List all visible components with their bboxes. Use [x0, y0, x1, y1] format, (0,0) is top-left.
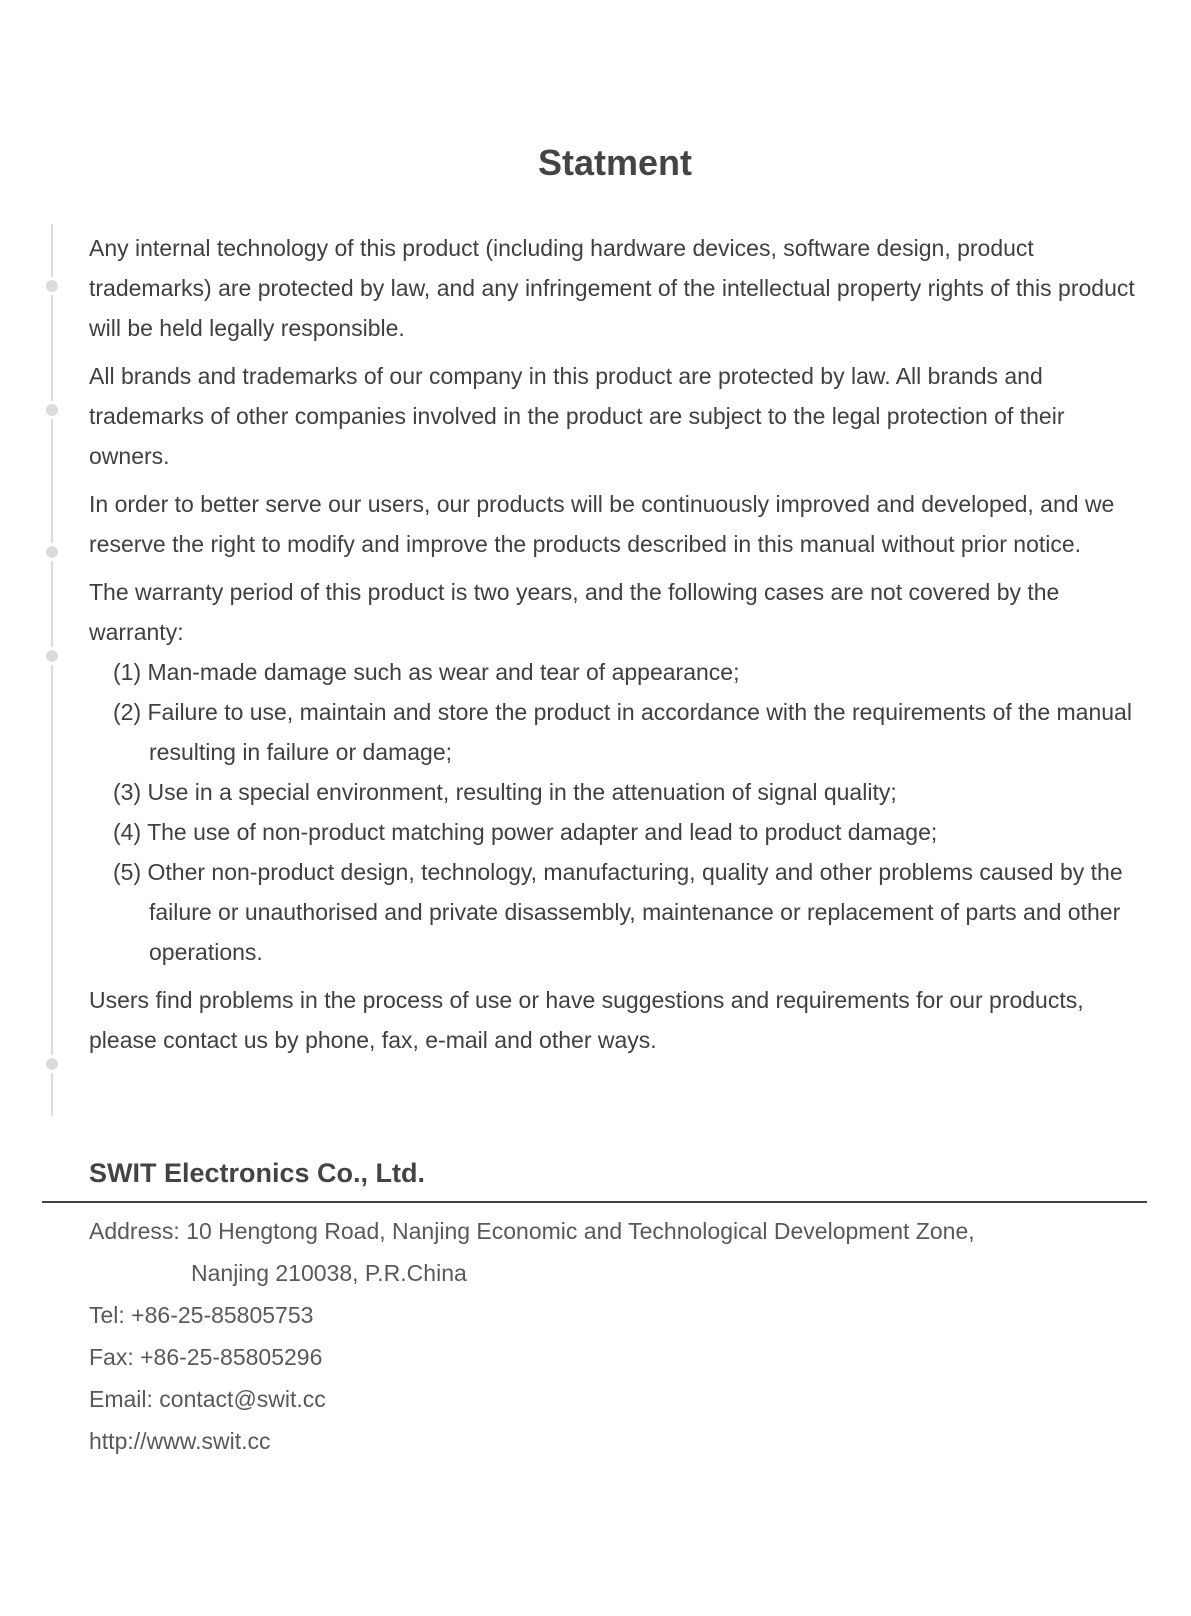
timeline-line [51, 224, 53, 1116]
section-divider [42, 1201, 1147, 1203]
tel-line: Tel: +86-25-85805753 [89, 1302, 314, 1328]
fax-line: Fax: +86-25-85805296 [89, 1344, 323, 1370]
warranty-item: (2) Failure to use, maintain and store the product in accordance with the requirements of the manual resulting in failure or damage; [113, 699, 1132, 765]
statement-paragraph: In order to better serve our users, our products will be continuously improved and developed, and we reserve the right to modify and improve the products described in this manual without prior notice. [89, 491, 1115, 557]
timeline-dot [43, 647, 61, 665]
address-line: Address: 10 Hengtong Road, Nanjing Economic and Technological Development Zone, [89, 1218, 975, 1244]
warranty-item: (4) The use of non-product matching power adapter and lead to product damage; [113, 819, 938, 845]
company-name: SWIT Electronics Co., Ltd. [89, 1158, 426, 1188]
warranty-intro: The warranty period of this product is two years, and the following cases are not covered by the warranty: [89, 579, 1060, 645]
statement-closing: Users find problems in the process of use or have suggestions and requirements for our products, please contact us by phone, fax, e-mail and other ways. [89, 987, 1084, 1053]
timeline-dot [43, 277, 61, 295]
contact-info [89, 1210, 1089, 1462]
page-title: Statment [537, 142, 693, 183]
statement-body [89, 228, 1139, 1068]
warranty-item: (3) Use in a special environment, resulting in the attenuation of signal quality; [113, 779, 897, 805]
email-line: Email: contact@swit.cc [89, 1386, 326, 1412]
website-link[interactable]: http://www.swit.cc [89, 1428, 271, 1454]
warranty-item: (1) Man-made damage such as wear and tear of appearance; [113, 659, 740, 685]
warranty-section [89, 572, 1139, 972]
timeline-dot [43, 543, 61, 561]
warranty-item: (5) Other non-product design, technology, manufacturing, quality and other problems caused by the failure or unauthorised and private disassembly, maintenance or replacement of parts and other operations. [113, 859, 1123, 965]
timeline-dot [43, 401, 61, 419]
warranty-list [89, 652, 1139, 972]
address-line-continued: Nanjing 210038, P.R.China [191, 1260, 467, 1286]
statement-paragraph: Any internal technology of this product (including hardware devices, software design, product trademarks) are protected by law, and any infringement of the intellectual property rights of this product will be held legally responsible. [89, 235, 1135, 341]
statement-paragraph: All brands and trademarks of our company in this product are protected by law. All brands and trademarks of other companies involved in the product are subject to the legal protection of their owners. [89, 363, 1065, 469]
timeline-dot [43, 1055, 61, 1073]
